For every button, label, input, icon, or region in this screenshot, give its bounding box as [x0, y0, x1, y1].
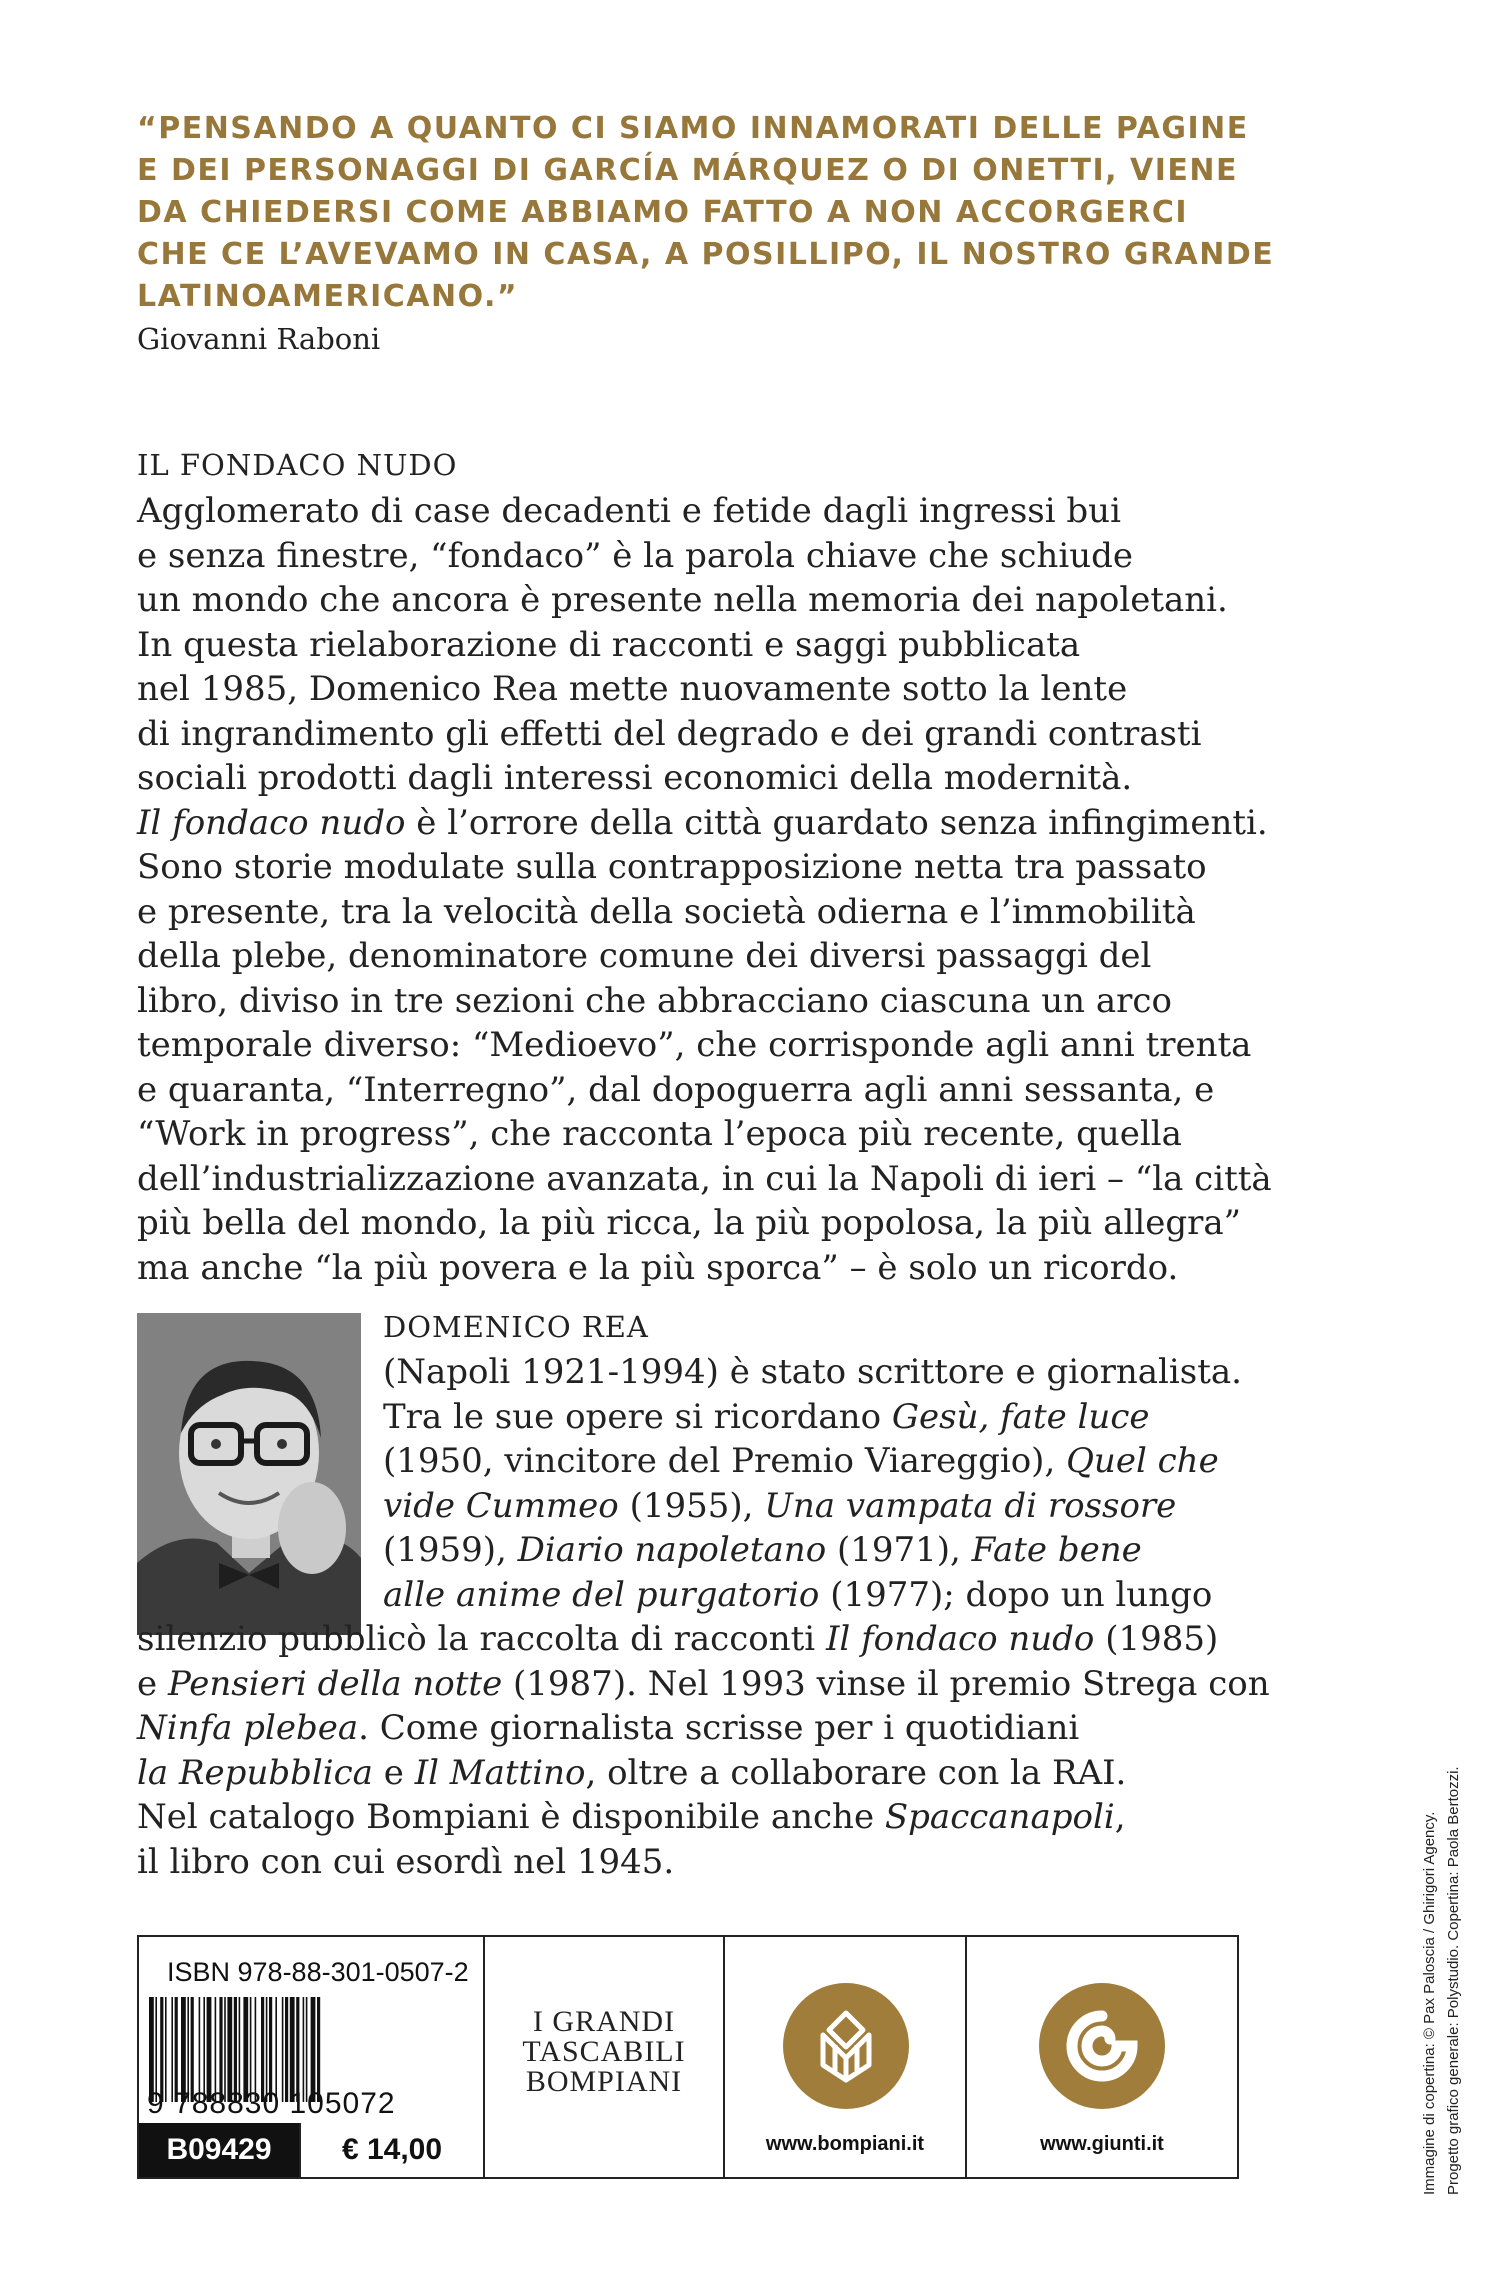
bompiani-logo-icon	[783, 1983, 909, 2109]
synopsis-line: Sono storie modulate sulla contrapposizione netta tra passato	[137, 847, 1207, 887]
work-title: Una vampata di rossore	[764, 1485, 1177, 1526]
synopsis-line: sociali prodotti dagli interessi economici della modernità.	[137, 758, 1133, 798]
bio-span: (1977); dopo un lungo	[819, 1574, 1213, 1615]
bio-span: , oltre a collaborare con la RAI.	[585, 1752, 1127, 1793]
bio-line	[137, 1573, 1213, 1618]
bompiani-cell	[725, 1937, 967, 2177]
bio-span: Nel catalogo Bompiani è disponibile anche	[137, 1797, 885, 1837]
quote-line: E DEI PERSONAGGI DI GARCÍA MÁRQUEZ O DI ONETTI, VIENE	[137, 153, 1238, 188]
work-title: Fate bene	[971, 1530, 1142, 1570]
work-title: Spaccanapoli	[884, 1797, 1115, 1837]
quote-block	[137, 108, 1275, 318]
work-title: Pensieri della notte	[167, 1663, 503, 1704]
series-name	[485, 2007, 723, 2097]
work-title: alle anime del purgatorio	[383, 1574, 820, 1615]
bio-span: ,	[1114, 1797, 1126, 1837]
bio-span: e	[137, 1663, 168, 1704]
barcode-cell	[139, 1937, 485, 2177]
bio-line	[137, 1395, 1197, 1440]
bio-span: (1959),	[383, 1530, 518, 1570]
bio-line	[137, 1662, 1270, 1707]
bio-line	[137, 1795, 1197, 1840]
bio-line	[137, 1484, 1197, 1529]
bompiani-website[interactable]: www.bompiani.it	[765, 2133, 925, 2155]
synopsis-line: ma anche “la più povera e la più sporca” – è solo un ricordo.	[137, 1247, 1179, 1288]
synopsis-line: libro, diviso in tre sezioni che abbracciano ciascuna un arco	[137, 980, 1172, 1021]
quote-line: LATINOAMERICANO.”	[137, 279, 519, 314]
credit-line: Immagine di copertina: © Pax Paloscia / Ghirigori Agency.	[1421, 1811, 1438, 2195]
work-title: Quel che	[1066, 1441, 1219, 1481]
bio-line: il libro con cui esordì nel 1945.	[137, 1841, 675, 1882]
bio-span: (1985)	[1094, 1619, 1219, 1659]
bio-line	[137, 1439, 1219, 1484]
isbn-digits: 9 788830 105072	[147, 2087, 396, 2120]
synopsis-line: un mondo che ancora è presente nella memoria dei napoletani.	[137, 580, 1228, 620]
credit-line: Progetto grafico generale: Polystudio. Copertina: Paola Bertozzi.	[1445, 1766, 1462, 2195]
cover-credits	[1418, 1655, 1478, 2195]
quote-author: Giovanni Raboni	[137, 322, 381, 356]
giunti-logo-icon	[1039, 1983, 1165, 2109]
synopsis-line: di ingrandimento gli effetti del degrado e dei grandi contrasti	[137, 713, 1202, 754]
work-title: Il fondaco nudo	[825, 1619, 1095, 1659]
synopsis-line: e senza finestre, “fondaco” è la parola chiave che schiude	[137, 535, 1133, 576]
work-title: Gesù, fate luce	[891, 1396, 1150, 1437]
synopsis-text-span: è l’orrore della città guardato senza infingimenti.	[405, 802, 1268, 843]
catalog-code: B09429	[139, 2123, 299, 2177]
bio-line	[137, 1528, 1197, 1573]
bio-span: silenzio pubblicò la raccolta di racconti	[137, 1619, 826, 1659]
bio-span: (1971),	[826, 1530, 972, 1570]
footer-box	[137, 1935, 1239, 2179]
work-title: Diario napoletano	[517, 1530, 827, 1570]
bio-span: (1955),	[618, 1485, 765, 1526]
synopsis-text	[137, 489, 1272, 1290]
giunti-website[interactable]: www.giunti.it	[1040, 2133, 1164, 2155]
newspaper-title: la Repubblica	[137, 1752, 373, 1793]
synopsis-line: più bella del mondo, la più ricca, la più popolosa, la più allegra”	[137, 1203, 1242, 1243]
quote-line: CHE CE L’AVEVAMO IN CASA, A POSILLIPO, IL NOSTRO GRANDE	[137, 237, 1275, 272]
bio-span: (1950, vincitore del Premio Viareggio),	[383, 1441, 1067, 1481]
bio-line: (Napoli 1921-1994) è stato scrittore e giornalista.	[383, 1352, 1242, 1392]
synopsis-title: IL FONDACO NUDO	[137, 448, 458, 482]
series-line: TASCABILI	[522, 2035, 686, 2068]
synopsis-line: temporale diverso: “Medioevo”, che corrisponde agli anni trenta	[137, 1025, 1252, 1065]
bio-span: . Come giornalista scrisse per i quotidiani	[358, 1708, 1080, 1748]
book-title: Il fondaco nudo	[137, 802, 406, 843]
author-bio	[137, 1350, 1270, 1884]
isbn-label: ISBN 978-88-301-0507-2	[167, 1957, 469, 1987]
synopsis-line: e quaranta, “Interregno”, dal dopoguerra agli anni sessanta, e	[137, 1069, 1215, 1110]
synopsis-line: dell’industrializzazione avanzata, in cui la Napoli di ieri – “la città	[137, 1158, 1272, 1199]
bio-span: Tra le sue opere si ricordano	[383, 1396, 892, 1437]
bio-line	[137, 1706, 1197, 1751]
series-line: BOMPIANI	[525, 2065, 683, 2098]
synopsis-line: “Work in progress”, che racconta l’epoca più recente, quella	[137, 1114, 1182, 1154]
bio-line	[137, 1751, 1197, 1796]
bio-line	[137, 1617, 1219, 1662]
quote-line: “PENSANDO A QUANTO CI SIAMO INNAMORATI DELLE PAGINE	[137, 111, 1249, 146]
synopsis-line: della plebe, denominatore comune dei diversi passaggi del	[137, 936, 1152, 976]
synopsis-line: Agglomerato di case decadenti e fetide dagli ingressi bui	[137, 491, 1121, 531]
author-name: DOMENICO REA	[383, 1310, 649, 1344]
synopsis-line: nel 1985, Domenico Rea mette nuovamente sotto la lente	[137, 669, 1128, 709]
work-title: Ninfa plebea	[137, 1708, 359, 1748]
bio-span: e	[372, 1752, 415, 1793]
synopsis-line	[137, 801, 1268, 846]
newspaper-title: Il Mattino	[414, 1752, 586, 1793]
series-line: I GRANDI	[532, 2005, 676, 2038]
giunti-cell	[967, 1937, 1237, 2177]
series-cell	[485, 1937, 725, 2177]
synopsis-line: In questa rielaborazione di racconti e saggi pubblicata	[137, 624, 1081, 665]
price: € 14,00	[299, 2123, 483, 2177]
quote-line: DA CHIEDERSI COME ABBIAMO FATTO A NON ACCORGERCI	[137, 195, 1189, 230]
bio-span: (1987). Nel 1993 vinse il premio Strega con	[502, 1663, 1270, 1704]
synopsis-line: e presente, tra la velocità della società odierna e l’immobilità	[137, 891, 1196, 932]
work-title: vide Cummeo	[383, 1485, 619, 1526]
